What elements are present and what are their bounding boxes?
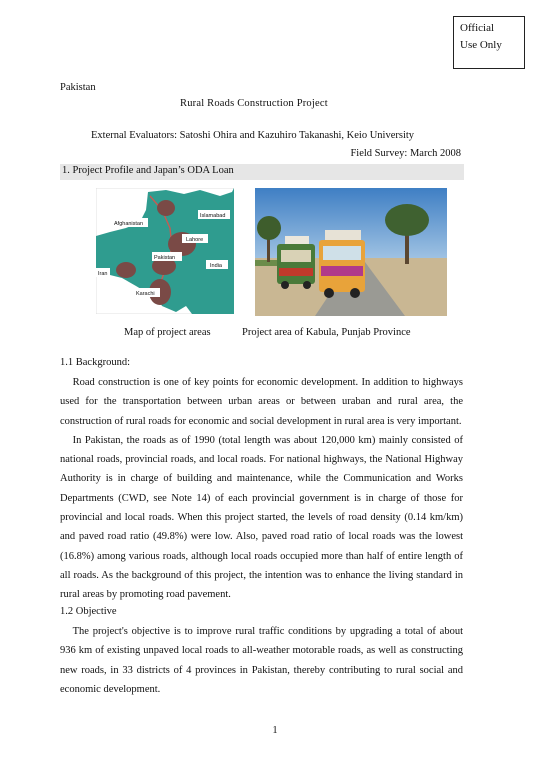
bus-right-stripe (321, 266, 363, 276)
bus-left-wheel-icon (281, 281, 289, 289)
page-number: 1 (272, 725, 278, 736)
background-paragraph-1: Road construction is one of key points for economic development. In addition to highways used for the transportation between urban areas or between uraban and rural area, the construction of rural roads for economic and social development in rural area is very important. (60, 377, 463, 427)
roof-passengers (325, 230, 361, 240)
official-use-stamp (453, 16, 525, 69)
country-label: Pakistan (60, 82, 96, 93)
bus-right-window (323, 246, 361, 260)
map-label-islamabad: Islamabad (200, 213, 226, 219)
background-heading: 1.1 Background: (60, 357, 130, 368)
bus-left-wheel-icon (303, 281, 311, 289)
roof-passengers (285, 236, 309, 244)
field-survey-date: Field Survey: March 2008 (350, 148, 461, 159)
map-caption: Map of project areas (124, 327, 211, 338)
project-title: Rural Roads Construction Project (180, 98, 328, 109)
map-label-lahore: Lahore (186, 237, 204, 243)
map-label-iran: Iran (98, 271, 108, 277)
project-area-map (96, 188, 234, 314)
stamp-line-2: Use Only (460, 39, 502, 51)
photo-caption: Project area of Kabula, Punjab Province (242, 327, 411, 338)
objective-heading: 1.2 Objective (60, 606, 117, 617)
project-area-photo (255, 188, 447, 316)
background-body (60, 373, 463, 605)
project-area-north (157, 200, 175, 216)
objective-body (60, 622, 463, 699)
map-label-pakistan: Pakistan (154, 255, 176, 261)
evaluators-line: External Evaluators: Satoshi Ohira and Kazuhiro Takanashi, Keio University (91, 130, 415, 141)
tree-right-icon (385, 204, 429, 236)
map-label-karachi: Karachi (136, 291, 155, 297)
tree-left-icon (257, 216, 281, 240)
objective-paragraph: The project's objective is to improve rural traffic conditions by upgrading a total of about 936 km of existing unpaved local roads to all-weather motorable roads, as well as constructing new roads, in 33 districts of 4 provinces in Pakistan, thereby contributing to rural social and economic development. (60, 626, 463, 695)
bus-right-wheel-icon (350, 288, 360, 298)
map-label-india: India (210, 263, 222, 269)
stamp-line-1: Official (460, 22, 495, 34)
section-heading-bar (60, 164, 464, 180)
background-paragraph-2: In Pakistan, the roads as of 1990 (total length was about 120,000 km) mainly consisted of national roads, provincial roads, and local roads. For national highways, the National Highway Authority is in charge of building and maintenance, while the Communication and Works Departments (CWD, see Note 14) of each provincial government is in charge of those for provincial and local roads. When this project started, the levels of road density (0.14 km/km) and paved road ratio (49.8%) were low. Also, paved road ratio of local roads was the lowest (16.8%) among various roads, although local roads occupied more than half of entire length of all roads. As the background of this project, the intention was to enhance the living standard in rural areas by promoting road pavement. (60, 434, 463, 601)
bus-left-window (281, 250, 311, 262)
bus-right-wheel-icon (324, 288, 334, 298)
map-label-afghanistan: Afghanistan (114, 221, 144, 227)
bus-left-stripe (279, 268, 313, 276)
section-heading: 1. Project Profile and Japan’s ODA Loan (62, 165, 234, 176)
project-area-balochistan (116, 262, 136, 278)
